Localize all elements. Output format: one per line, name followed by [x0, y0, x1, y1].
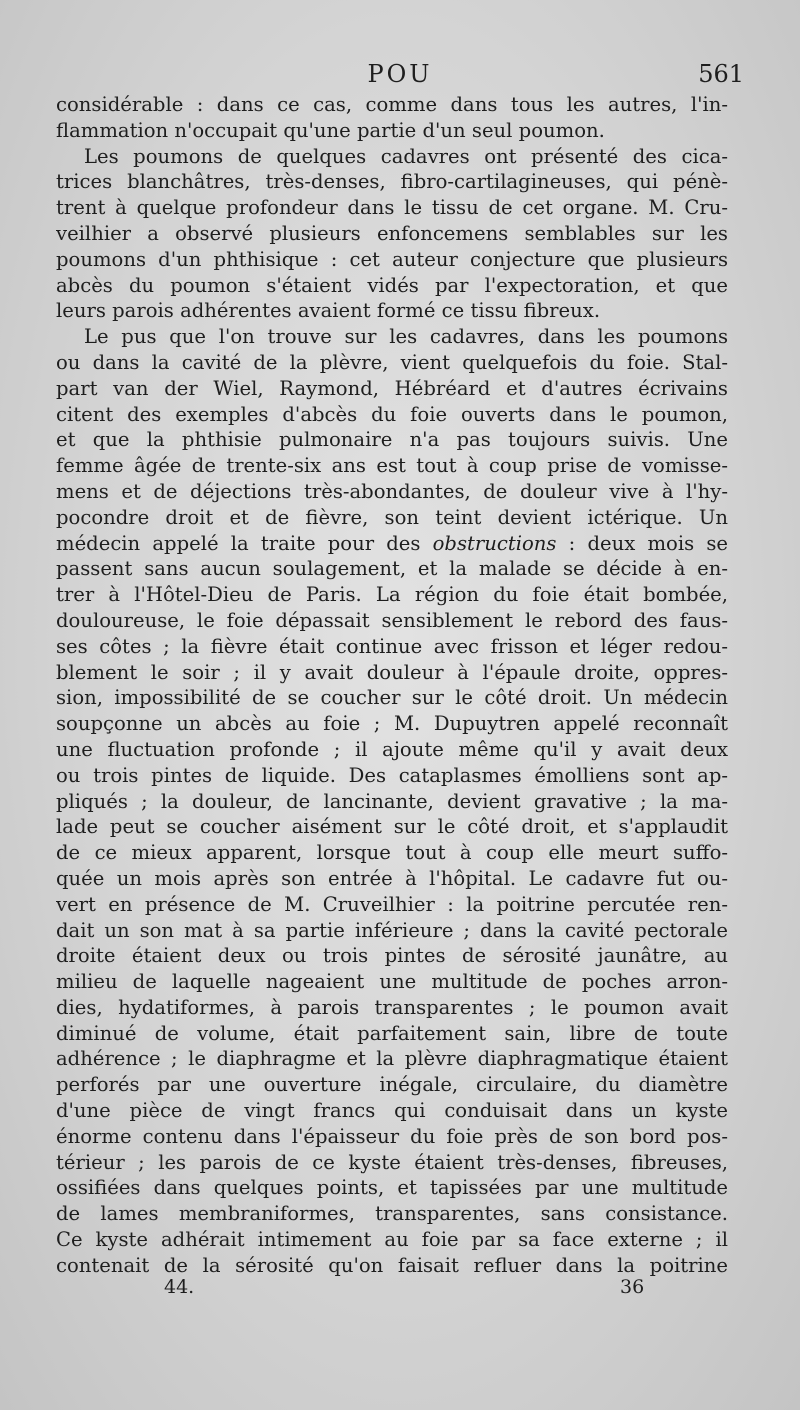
- text-line: et que la phthisie pulmonaire n'a pas toujours suivis. Une: [56, 428, 728, 452]
- text-line: Les poumons de quelques cadavres ont présenté des cica-: [84, 144, 728, 168]
- body-text: [56, 92, 728, 1279]
- text-line-end: : deux mois se: [556, 531, 728, 555]
- text-line: part van der Wiel, Raymond, Hébréard et d'autres écrivains: [56, 376, 728, 400]
- italic-term: obstructions: [432, 531, 557, 555]
- text-line: lade peut se coucher aisément sur le côté droit, et s'applaudit: [56, 815, 728, 839]
- text-line: perforés par une ouverture inégale, circulaire, du diamètre: [56, 1073, 728, 1097]
- footer-number: 36: [620, 1276, 645, 1298]
- text-line: pocondre droit et de fièvre, son teint devient ictérique. Un: [56, 505, 728, 529]
- text-line: droite étaient deux ou trois pintes de sérosité jaunâtre, au: [56, 944, 728, 968]
- text-line: de lames membraniformes, transparentes, sans consistance.: [56, 1202, 728, 1226]
- text-line: blement le soir ; il y avait douleur à l'épaule droite, oppres-: [56, 660, 728, 684]
- text-line: dies, hydatiformes, à parois transparentes ; le poumon avait: [56, 995, 728, 1019]
- text-line: quée un mois après son entrée à l'hôpital. Le cadavre fut ou-: [56, 866, 728, 890]
- text-line: sion, impossibilité de se coucher sur le côté droit. Un médecin: [56, 686, 728, 710]
- text-line: ses côtes ; la fièvre était continue avec frisson et léger redou-: [56, 634, 728, 658]
- running-title: POU: [367, 60, 433, 88]
- text-line: leurs parois adhérentes avaient formé ce tissu fibreux.: [56, 299, 601, 323]
- text-line: ossifiées dans quelques points, et tapissées par une multitude: [56, 1176, 728, 1200]
- text-line: flammation n'occupait qu'une partie d'un seul poumon.: [56, 118, 605, 142]
- text-line: térieur ; les parois de ce kyste étaient très-denses, fibreuses,: [56, 1150, 728, 1174]
- text-line: poumons d'un phthisique : cet auteur conjecture que plusieurs: [56, 247, 728, 271]
- text-line: [56, 531, 728, 557]
- text-line: trent à quelque profondeur dans le tissu de cet organe. M. Cru-: [56, 196, 728, 220]
- text-line: dait un son mat à sa partie inférieure ; dans la cavité pectorale: [56, 918, 728, 942]
- text-line: trer à l'Hôtel-Dieu de Paris. La région du foie était bombée,: [56, 583, 728, 607]
- text-line: énorme contenu dans l'épaisseur du foie près de son bord pos-: [56, 1124, 728, 1148]
- text-line: soupçonne un abcès au foie ; M. Dupuytren appelé reconnaît: [56, 712, 728, 736]
- text-line: milieu de laquelle nageaient une multitude de poches arron-: [56, 970, 728, 994]
- text-line: passent sans aucun soulagement, et la malade se décide à en-: [56, 557, 728, 581]
- text-line: veilhier a observé plusieurs enfoncemens semblables sur les: [56, 221, 728, 245]
- text-line: citent des exemples d'abcès du foie ouverts dans le poumon,: [56, 402, 728, 426]
- page-footer: [0, 1276, 800, 1306]
- text-line: trices blanchâtres, très-denses, fibro-cartilagineuses, qui pénè-: [56, 170, 728, 194]
- text-line: ou dans la cavité de la plèvre, vient quelquefois du foie. Stal-: [56, 350, 728, 374]
- text-line: considérable : dans ce cas, comme dans tous les autres, l'in-: [56, 93, 728, 116]
- text-line: Le pus que l'on trouve sur les cadavres, dans les poumons: [84, 325, 728, 349]
- text-line: vert en présence de M. Cruveilhier : la poitrine percutée ren-: [56, 892, 728, 916]
- text-line: adhérence ; le diaphragme et la plèvre diaphragmatique étaient: [56, 1047, 728, 1071]
- page-number: 561: [698, 60, 744, 88]
- text-line: diminué de volume, était parfaitement sain, libre de toute: [56, 1021, 728, 1045]
- running-head: [0, 58, 800, 94]
- text-line: de ce mieux apparent, lorsque tout à coup elle meurt suffo-: [56, 841, 728, 865]
- text-line: femme âgée de trente-six ans est tout à coup prise de vomisse-: [56, 454, 728, 478]
- signature-mark: 44.: [164, 1276, 195, 1298]
- text-line: abcès du poumon s'étaient vidés par l'expectoration, et que: [56, 273, 728, 297]
- text-line-start: médecin appelé la traite pour des: [56, 531, 433, 555]
- text-line: Ce kyste adhérait intimement au foie par sa face externe ; il: [56, 1228, 728, 1252]
- text-line: mens et de déjections très-abondantes, de douleur vive à l'hy-: [56, 479, 728, 503]
- text-line: contenait de la sérosité qu'on faisait refluer dans la poitrine: [56, 1253, 728, 1277]
- text-line: douloureuse, le foie dépassait sensiblement le rebord des faus-: [56, 608, 728, 632]
- text-line: ou trois pintes de liquide. Des cataplasmes émolliens sont ap-: [56, 763, 728, 787]
- text-line: pliqués ; la douleur, de lancinante, devient gravative ; la ma-: [56, 789, 728, 813]
- text-line: une fluctuation profonde ; il ajoute même qu'il y avait deux: [56, 737, 728, 761]
- text-line: d'une pièce de vingt francs qui conduisait dans un kyste: [56, 1099, 728, 1123]
